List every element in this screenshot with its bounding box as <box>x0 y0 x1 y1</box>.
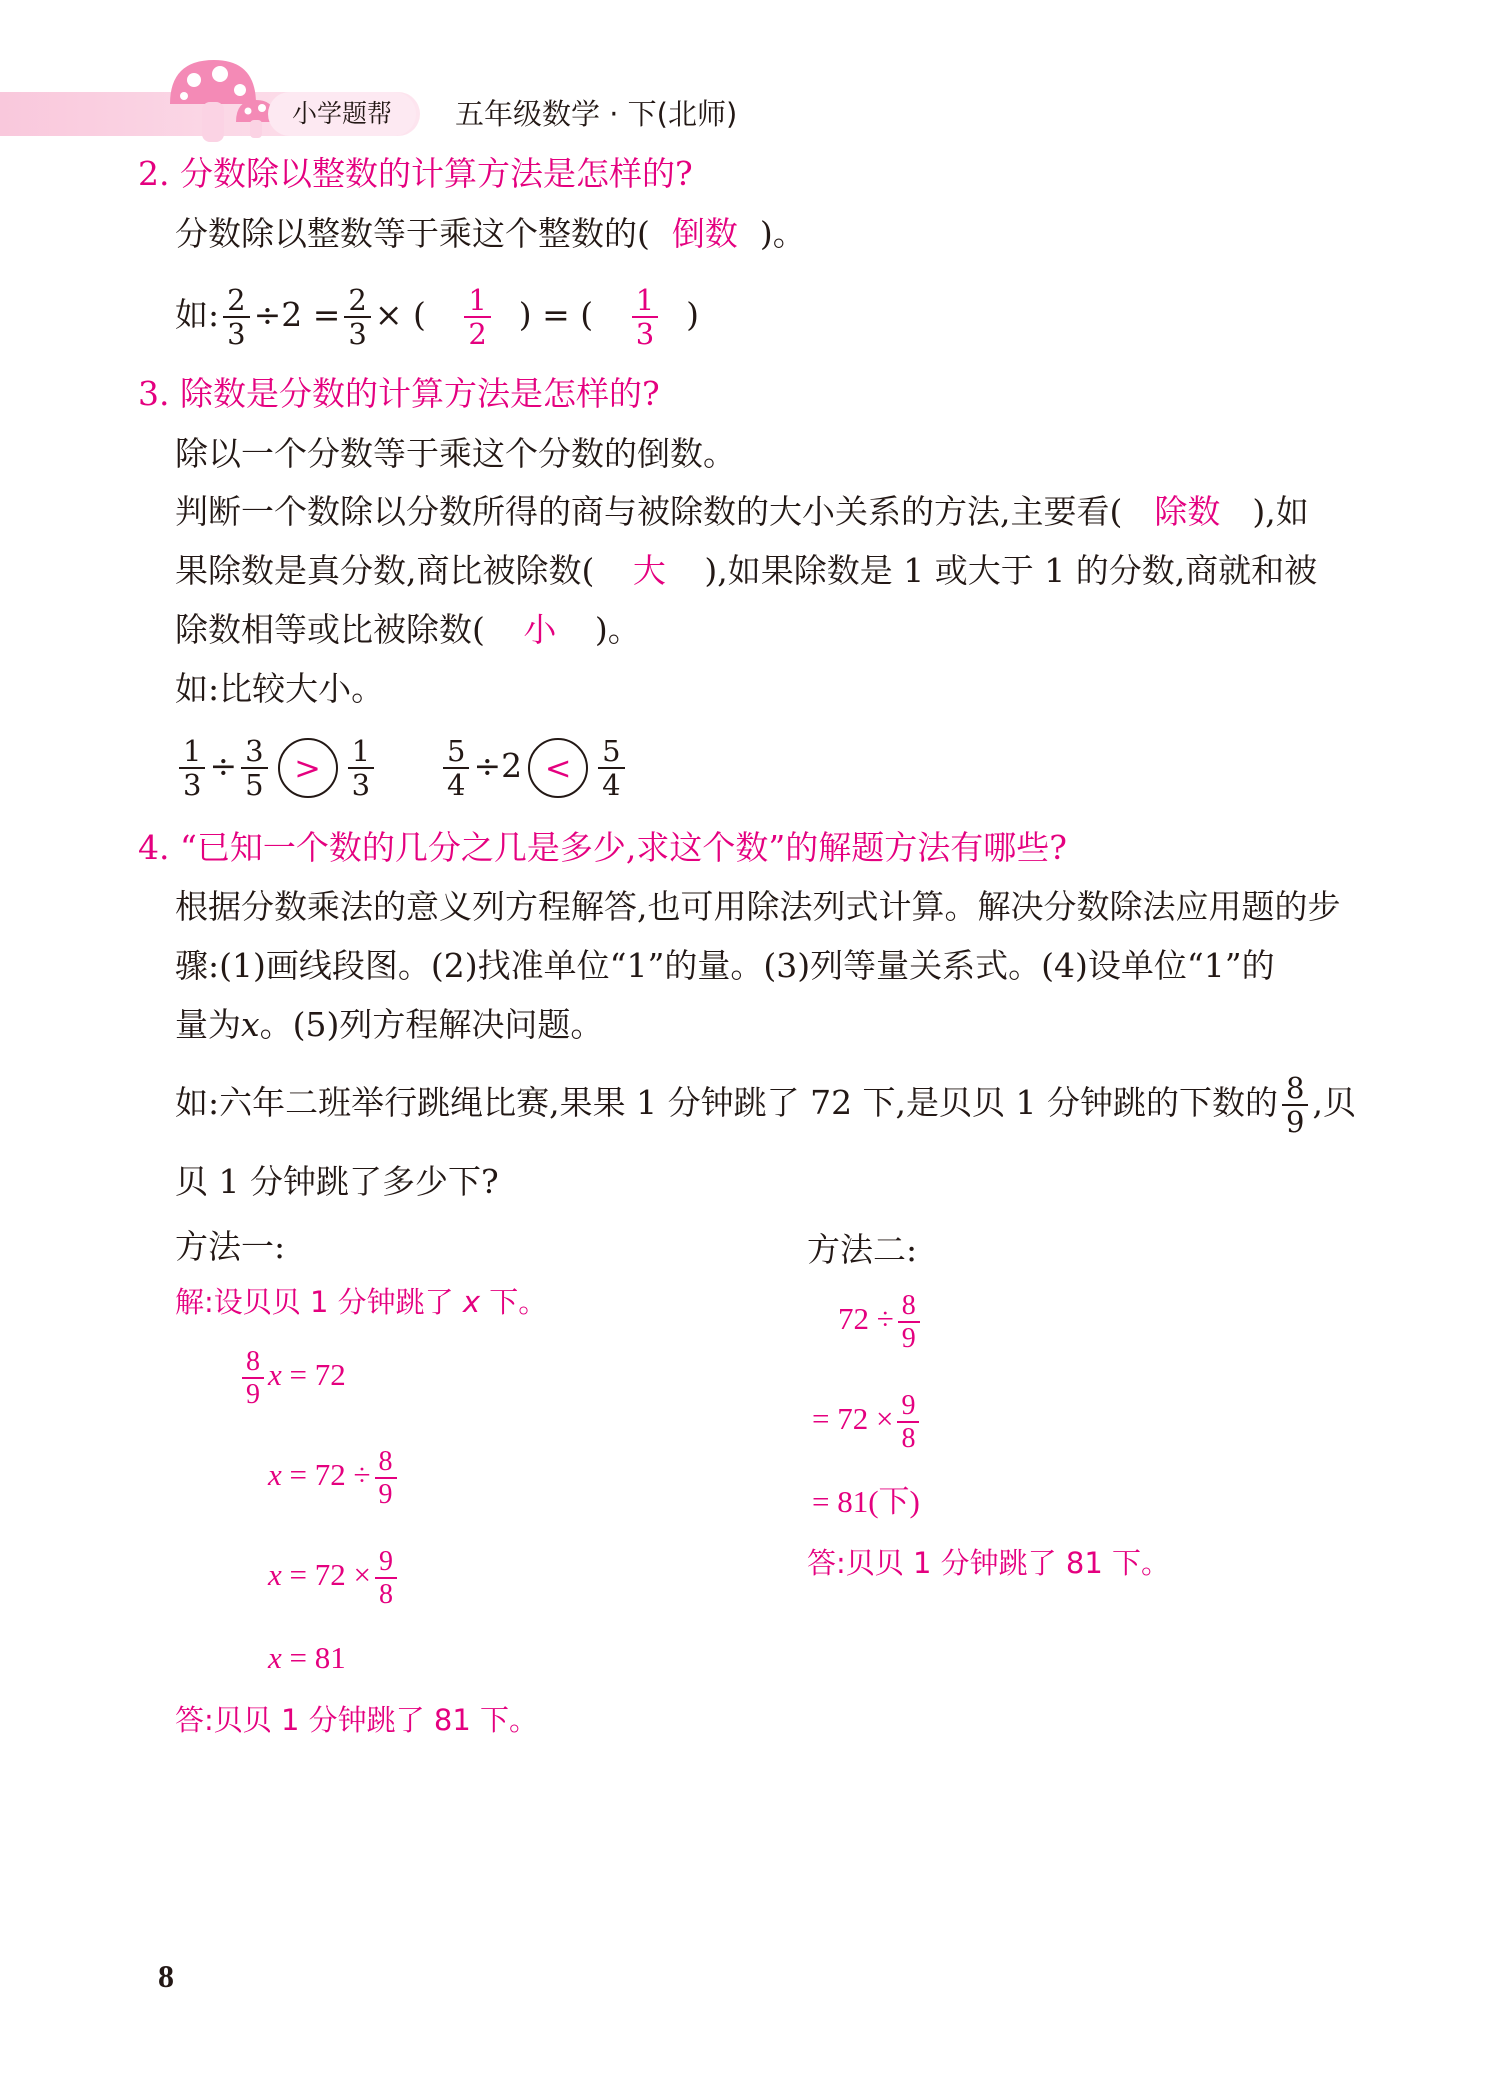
q3-line-3: 除数相等或比被除数( 小 )。 <box>175 608 641 652</box>
fraction: $\frac{2}{3}$ <box>223 284 249 350</box>
compare-circle-2: < <box>528 738 588 798</box>
q2-rule-answer: 倒数 <box>671 214 738 253</box>
q3-comparisons: $\frac{1}{3}$ ÷ $\frac{3}{5}$ > $\frac{1}{3}$ $\frac{5}{4}$ ÷2 < $\frac{5}{4}$ <box>175 730 629 802</box>
method-1-intro: 解:设贝贝 1 分钟跳了 x 下。 <box>175 1285 548 1319</box>
fraction: $\frac{8}{9}$ <box>375 1446 397 1510</box>
q3-example-label: 如:比较大小。 <box>175 669 385 708</box>
compare-circle-1: > <box>278 738 338 798</box>
fraction: $\frac{8}{9}$ <box>242 1346 264 1410</box>
fraction: $\frac{9}{8}$ <box>375 1546 397 1610</box>
q3-answer-1: 除数 <box>1154 492 1221 531</box>
fraction: $\frac{2}{3}$ <box>344 284 370 350</box>
q2-answer-fraction-2: $\frac{1}{3}$ <box>632 284 658 350</box>
q4-para-2: 骤:(1)画线段图。(2)找准单位“1”的量。(3)列等量关系式。(4)设单位“1”的 <box>175 946 1275 985</box>
method-2-step-2: = 72 × $\frac{9}{8}$ <box>812 1390 923 1454</box>
book-title: 五年级数学 · 下(北师) <box>455 97 738 131</box>
method-2-step-1: 72 ÷ $\frac{8}{9}$ <box>838 1290 924 1354</box>
header-tab: 小学题帮 <box>268 92 416 136</box>
q3-title: 3. 除数是分数的计算方法是怎样的? <box>138 374 660 413</box>
fraction: $\frac{1}{3}$ <box>348 735 374 801</box>
q2-rule: 分数除以整数等于乘这个整数的( 倒数 )。 <box>175 212 806 256</box>
q2-answer-fraction-1: $\frac{1}{2}$ <box>464 284 490 350</box>
method-2-answer: 答:贝贝 1 分钟跳了 81 下。 <box>807 1546 1170 1580</box>
q2-title: 2. 分数除以整数的计算方法是怎样的? <box>138 154 693 193</box>
q2-example: 如: $\frac{2}{3}$ ÷2 = $\frac{2}{3}$ × ( $\frac{1}{2}$ ) = ( $\frac{1}{3}$ ) <box>175 283 700 351</box>
q4-example-line-2: 贝 1 分钟跳了多少下? <box>175 1162 499 1201</box>
method-1-step-4: x = 81 <box>268 1640 346 1675</box>
fraction: $\frac{5}{4}$ <box>443 735 469 801</box>
q3-line-2: 果除数是真分数,商比被除数( 大 ),如果除数是 1 或大于 1 的分数,商就和被 <box>175 549 1317 593</box>
method-2-label: 方法二: <box>807 1230 918 1269</box>
method-1-answer: 答:贝贝 1 分钟跳了 81 下。 <box>175 1703 538 1737</box>
fraction: $\frac{8}{9}$ <box>1282 1072 1308 1138</box>
q3-answer-2: 大 <box>632 551 666 590</box>
fraction: $\frac{5}{4}$ <box>598 735 624 801</box>
q4-para-3: 量为x。(5)列方程解决问题。 <box>175 1005 604 1044</box>
fraction: $\frac{3}{5}$ <box>241 735 267 801</box>
method-1-label: 方法一: <box>175 1227 286 1266</box>
q4-title: 4. “已知一个数的几分之几是多少,求这个数”的解题方法有哪些? <box>138 828 1067 867</box>
q4-example: 如:六年二班举行跳绳比赛,果果 1 分钟跳了 72 下,是贝贝 1 分钟跳的下数的 $\frac{8}{9}$ ,贝 <box>175 1071 1356 1139</box>
method-2-step-3: = 81(下) <box>812 1484 920 1519</box>
fraction: $\frac{1}{3}$ <box>179 735 205 801</box>
page-number: 8 <box>158 1958 174 1994</box>
q3-rule: 除以一个分数等于乘这个分数的倒数。 <box>175 434 736 473</box>
q3-line-1: 判断一个数除以分数所得的商与被除数的大小关系的方法,主要看( 除数 ),如 <box>175 490 1309 534</box>
fraction: $\frac{8}{9}$ <box>898 1290 920 1354</box>
q3-answer-3: 小 <box>523 610 557 649</box>
method-1-step-3: x = 72 × $\frac{9}{8}$ <box>268 1546 401 1610</box>
method-1-step-1: $\frac{8}{9}$ x = 72 <box>238 1346 346 1410</box>
method-1-step-2: x = 72 ÷ $\frac{8}{9}$ <box>268 1446 401 1510</box>
q4-para-1: 根据分数乘法的意义列方程解答,也可用除法列式计算。解决分数除法应用题的步 <box>175 887 1341 926</box>
fraction: $\frac{9}{8}$ <box>897 1390 919 1454</box>
